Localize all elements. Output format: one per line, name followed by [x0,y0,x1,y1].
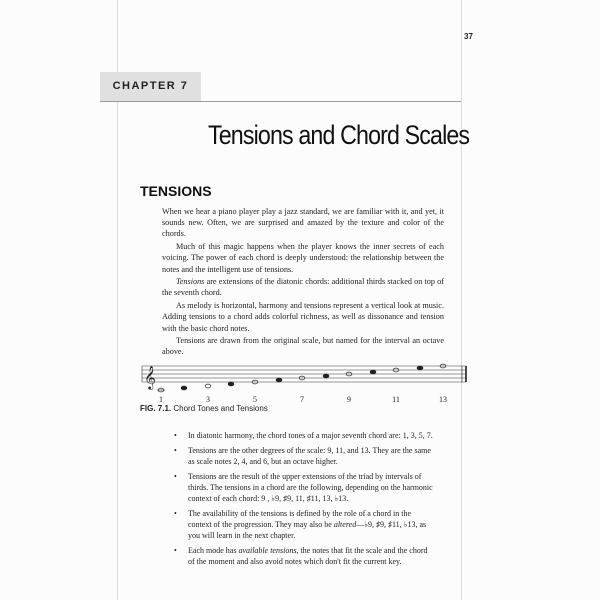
note [417,366,423,370]
margin-line-right [461,0,462,600]
degree-label: 9 [347,395,351,404]
paragraph-lead-term: Tensions [176,277,205,287]
bullet-item [174,508,436,541]
note [370,370,376,374]
degree-label: 7 [300,395,304,404]
bullet-item: • In diatonic harmony, the chord tones of a major seventh chord are: 1, 3, 5, 7. [174,430,436,441]
treble-clef-icon: 𝄞 [144,365,156,389]
chapter-label: CHAPTER 7 [112,80,189,92]
bullet-text: , the notes that fit the scale and the chord of the moment and also avoid notes which don't fit the current key. [188,546,428,566]
section-heading: TENSIONS [140,183,212,199]
music-figure [138,362,468,406]
bullet-item: • Tensions are the other degrees of the scale: 9, 11, and 13. They are the same as scale notes 2, 4, and 6, but an octave higher. [174,445,436,467]
note [205,384,211,388]
bullet-emphasis: available tensions [238,546,297,555]
figure-caption [140,404,268,413]
page-number: 37 [464,32,473,41]
bullet-text: The availability of the tensions is defined by the role of a chord in the context of the progression. They may also be [188,509,412,529]
bullet-item: • Tensions are the result of the upper extensions of the triad by intervals of thirds. The tensions in a chord are the following, depending on the harmonic context of each chord: 9 , ♭9, ♯9, 11, ♯11, 13, ♭13. [174,471,436,504]
body-text [162,206,444,359]
degree-label: 13 [439,395,447,404]
paragraph: When we hear a piano player play a jazz standard, we are familiar with it, and yet, it sounds new. Often, we are surprised and amazed by the texture and color of the chords. [162,207,444,239]
bullet-item [174,545,436,567]
note [228,382,234,386]
figure-caption-text: Chord Tones and Tensions [173,404,268,413]
degree-label: 3 [206,395,210,404]
degree-labels [159,395,447,404]
note [323,374,329,378]
paragraph: Tensions are drawn from the original scale, but named for the interval an octave above. [162,336,444,357]
paragraph: Much of this magic happens when the player knows the inner secrets of each voicing. The power of each chord is deeply understood: the relationship between the notes and the intelligent use of tensions. [162,242,444,274]
paragraph: As melody is horizontal, harmony and tensions represent a vertical look at music. Adding tensions to a chord adds colorful richness, as well as dissonance and tension with the basic chord notes. [162,301,444,333]
paragraph [162,276,444,298]
music-staff [138,362,468,406]
note [181,386,187,390]
degree-label: 1 [159,395,163,404]
chapter-title: Tensions and Chord Scales [208,120,470,150]
degree-label: 11 [392,395,400,404]
paragraph-text: are extensions of the diatonic chords: additional thirds stacked on top of the seventh chord. [162,277,444,298]
bullet-text: —♭9, ♯9, ♯11, ♭13, as you will learn in the next chapter. [188,520,427,540]
note [276,378,282,382]
degree-label: 5 [253,395,257,404]
bullet-emphasis: altered [333,520,357,529]
bullet-text: Each mode has [188,546,239,555]
chapter-divider [100,101,461,102]
bullet-list [174,430,436,571]
figure-number: FIG. 7.1. [140,404,172,413]
